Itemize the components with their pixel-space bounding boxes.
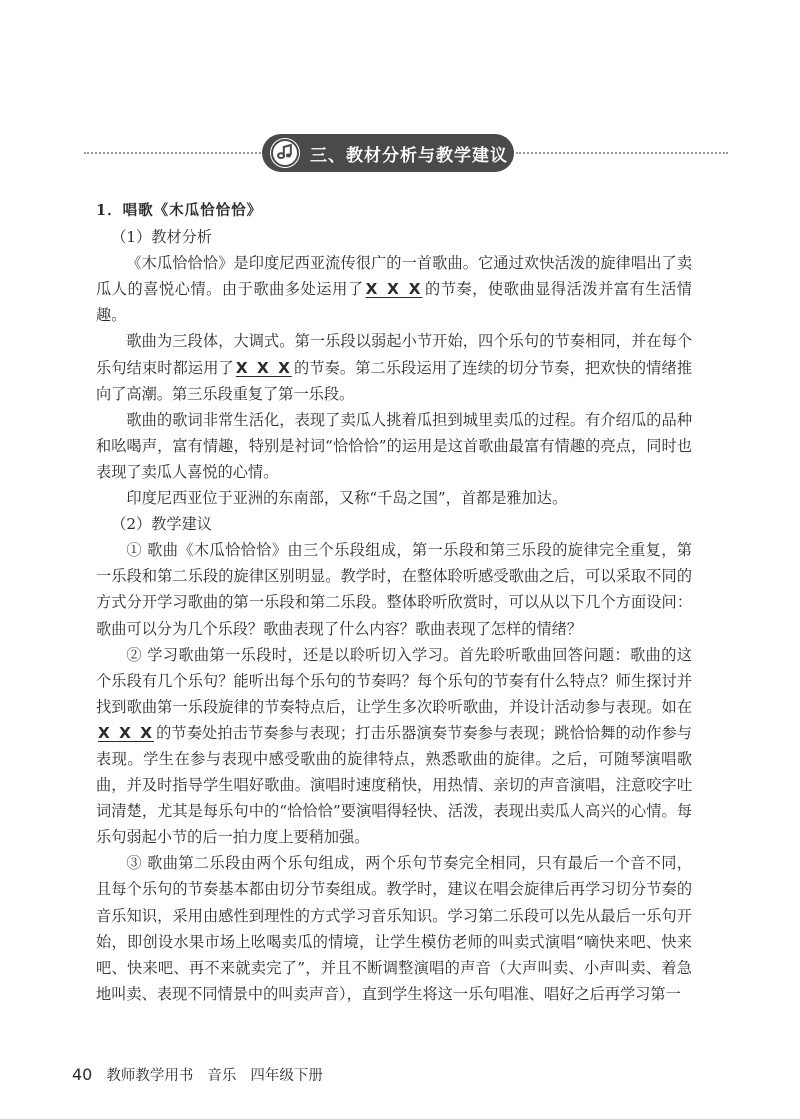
song-heading: 1．唱歌《木瓜恰恰恰》 [96, 202, 263, 219]
paragraph-6-text-b: 的节奏处拍击节奏参与表现；打击乐器演奏节奏参与表现；跳恰恰舞的动作参与表现。学生在参与表现中感受歌曲的旋律特点，熟悉歌曲的旋律。之后，可随琴演唱歌曲，并及时指导学生唱好歌曲。演唱时速度稍快，用热情、亲切的声音演唱，注意咬字吐词清楚，尤其是每乐句中的“恰恰恰”要演唱得轻快、活泼，表现出卖瓜人高兴的心情。每乐句弱起小节的后一拍力度上要稍加强。 [96, 723, 692, 847]
paragraph-7: ③ 歌曲第二乐段由两个乐句组成，两个乐句节奏完全相同，只有最后一个音不同，且每个乐句的节奏基本都由切分节奏组成。教学时，建议在唱会旋律后再学习切分节奏的音乐知识，采用由感性到理性的方式学习音乐知识。学习第二乐段可以先从最后一乐句开始，即创设水果市场上吆喝卖瓜的情境，让学生模仿老师的叫卖式演唱“嘀快来吧、快来吧、快来吧、再不来就卖完了”，并且不断调整演唱的声音（大声叫卖、小声叫卖、着急地叫卖、表现不同情景中的叫卖声音），直到学生将这一乐句唱准、唱好之后再学习第一 [96, 854, 692, 1003]
paragraph-2-text-b: 的节奏。第二乐段运用了连续的切分节奏，把欢快的情绪推向了高潮。第三乐段重复了第一乐段。 [96, 358, 693, 403]
paragraph-1-text-b: 的节奏，使歌曲显得活泼并富有生活情趣。 [96, 280, 692, 325]
paragraph-6 [96, 642, 692, 851]
header-rule-right [516, 152, 728, 154]
paragraph-2 [96, 328, 692, 406]
page-number: 40 [72, 1065, 93, 1084]
paragraph-1-text-a: 《木瓜恰恰恰》是印度尼西亚流传很广的一首歌曲。它通过欢快活泼的旋律唱出了卖瓜人的喜悦心情。由于歌曲多处运用了 [96, 254, 692, 299]
paragraph-3: 歌曲的歌词非常生活化，表现了卖瓜人挑着瓜担到城里卖瓜的过程。有介绍瓜的品种和吆喝声，富有情趣，特别是衬词“恰恰恰”的运用是这首歌曲最富有情趣的亮点，同时也表现了卖瓜人喜悦的心情。 [96, 410, 692, 481]
music-note-badge-icon [270, 138, 300, 168]
section-title: 三、教材分析与教学建议 [310, 145, 508, 166]
grade-label: 四年级下册 [250, 1068, 323, 1084]
page-footer [72, 1064, 323, 1085]
paragraph-5: ① 歌曲《木瓜恰恰恰》由三个乐段组成，第一乐段和第三乐段的旋律完全重复，第一乐段和第二乐段的旋律区别明显。教学时，在整体聆听感受歌曲之后，可以采取不同的方式分开学习歌曲的第一乐段和第二乐段。整体聆听欣赏时，可以从以下几个方面设问：歌曲可以分为几个乐段？歌曲表现了什么内容？歌曲表现了怎样的情绪？ [96, 541, 692, 638]
page-body [96, 198, 692, 1007]
subheading-analysis: （1）教材分析 [111, 228, 212, 247]
book-title: 教师教学用书 [106, 1068, 194, 1084]
section-header [262, 134, 514, 172]
header-rule-left [84, 152, 264, 154]
rhythm-notation: X X X [235, 358, 292, 377]
paragraph-6-text-a: ② 学习歌曲第一乐段时，还是以聆听切入学习。首先聆听歌曲回答问题：歌曲的这个乐段有几个乐句？能听出每个乐句的节奏吗？每个乐句的节奏有什么特点？师生探讨并找到歌曲第一乐段旋律的节奏特点后，让学生多次聆听歌曲，并设计活动参与表现。如在 [96, 645, 692, 716]
subheading-suggestions: （2）教学建议 [111, 515, 212, 534]
rhythm-notation: X X X [365, 280, 423, 299]
subject-label: 音乐 [207, 1068, 237, 1084]
paragraph-2-text-a: 歌曲为三段体，大调式。第一乐段以弱起小节开始，四个乐句的节奏相同，并在每个乐句结束时都运用了 [96, 332, 692, 377]
rhythm-notation: X X X [98, 723, 154, 742]
paragraph-1 [96, 250, 692, 328]
paragraph-4: 印度尼西亚位于亚洲的东南部，又称“千岛之国”，首都是雅加达。 [126, 489, 568, 508]
